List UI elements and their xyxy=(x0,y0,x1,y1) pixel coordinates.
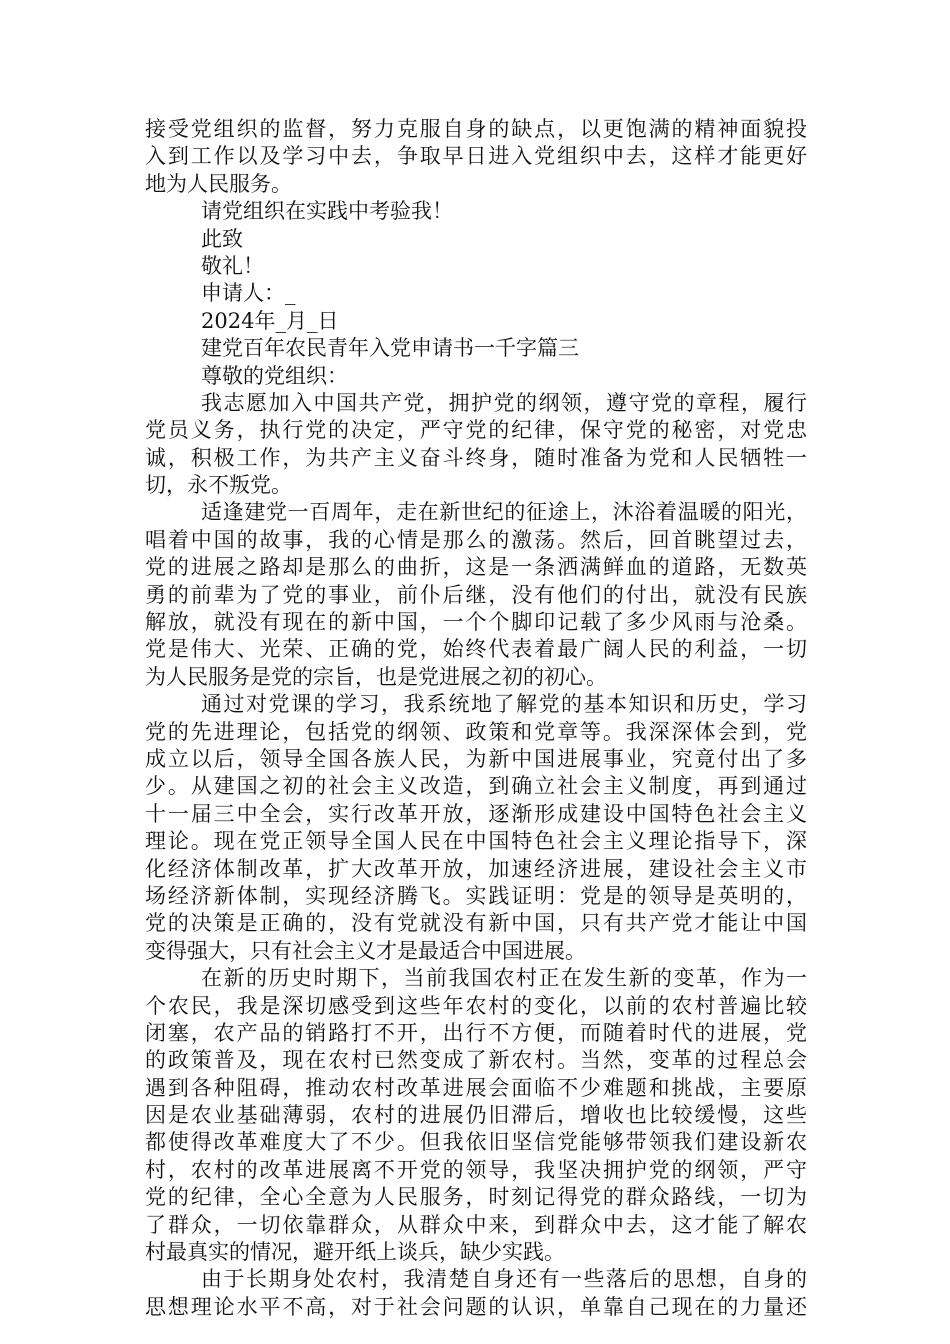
text-line: 切，永不叛党。 xyxy=(145,473,292,498)
text-line: 十一届三中全会，实行改革开放，逐渐形成建设中国特色社会主义 xyxy=(145,801,807,826)
text-line: 为人民服务是党的宗旨，也是党进展之初的初心。 xyxy=(145,664,607,689)
text-line: 变得强大，只有社会主义才是最适合中国进展。 xyxy=(145,938,586,963)
text-line: 党的决策是正确的，没有党就没有新中国，只有共产党才能让中国 xyxy=(145,911,807,936)
text-line: 都使得改革难度大了不少。但我依旧坚信党能够带领我们建设新农 xyxy=(145,1130,807,1155)
text-line: 解放，就没有现在的新中国，一个个脚印记载了多少风雨与沧桑。 xyxy=(145,610,807,635)
text-line: 成立以后，领导全国各族人民，为新中国进展事业，究竟付出了多 xyxy=(145,746,807,771)
text-line: 思想理论水平不高，对于社会问题的认识，单靠自己现在的力量还 xyxy=(145,1294,807,1319)
text-line: 村，农村的改革进展离不开党的领导，我坚决拥护党的纲领，严守 xyxy=(145,1157,807,1182)
text-line: 建党百年农民青年入党申请书一千字篇三 xyxy=(201,336,579,361)
text-line: 诚，积极工作，为共产主义奋斗终身，随时准备为党和人民牺牲一 xyxy=(145,445,807,470)
text-line: 闭塞，农产品的销路打不开，出行不方便，而随着时代的进展，党 xyxy=(145,1020,807,1045)
text-line: 场经济新体制，实现经济腾飞。实践证明：党是的领导是英明的， xyxy=(145,883,807,908)
text-line: 党是伟大、光荣、正确的党，始终代表着最广阔人民的利益，一切 xyxy=(145,637,807,662)
document-body xyxy=(145,116,807,1321)
text-line: 的政策普及，现在农村已然变成了新农村。当然，变革的过程总会 xyxy=(145,1048,807,1073)
text-line: 适逢建党一百周年，走在新世纪的征途上，沐浴着温暖的阳光， xyxy=(201,500,807,525)
text-line: 勇的前辈为了党的事业，前仆后继，没有他们的付出，就没有民族 xyxy=(145,582,807,607)
text-line: 党的纪律，全心全意为人民服务，时刻记得党的群众路线，一切为 xyxy=(145,1185,807,1210)
text-line: 敬礼！ xyxy=(201,253,264,278)
text-line: 理论。现在党正领导全国人民在中国特色社会主义理论指导下，深 xyxy=(145,829,807,854)
text-line: 党的先进理论，包括党的纲领、政策和党章等。我深深体会到，党 xyxy=(145,719,807,744)
text-line: 因是农业基础薄弱，农村的进展仍旧滞后，增收也比较缓慢，这些 xyxy=(145,1103,807,1128)
text-line: 申请人：_ xyxy=(201,281,296,306)
text-line: 少。从建国之初的社会主义改造，到确立社会主义制度，再到通过 xyxy=(145,774,807,799)
text-line: 请党组织在实践中考验我！ xyxy=(201,199,453,224)
text-line: 党员义务，执行党的决定，严守党的纪律，保守党的秘密，对党忠 xyxy=(145,418,807,443)
text-line: 在新的历史时期下，当前我国农村正在发生新的变革，作为一 xyxy=(201,966,807,991)
text-line: 个农民，我是深切感受到这些年农村的变化，以前的农村普遍比较 xyxy=(145,993,807,1018)
text-line: 接受党组织的监督，努力克服自身的缺点，以更饱满的精神面貌投 xyxy=(145,117,807,141)
text-line: 由于长期身处农村，我清楚自身还有一些落后的思想，自身的 xyxy=(201,1267,807,1292)
text-line: 地为人民服务。 xyxy=(145,171,292,196)
text-line: 我志愿加入中国共产党，拥护党的纲领，遵守党的章程，履行 xyxy=(201,390,807,415)
text-line: 了群众，一切依靠群众，从群众中来，到群众中去，这才能了解农 xyxy=(145,1212,807,1237)
text-line: 入到工作以及学习中去，争取早日进入党组织中去，这样才能更好 xyxy=(145,144,807,169)
text-line: 尊敬的党组织： xyxy=(201,363,348,388)
text-line: 遇到各种阻碍，推动农村改革进展会面临不少难题和挑战，主要原 xyxy=(145,1075,807,1100)
text-line: 党的进展之路却是那么的曲折，这是一条洒满鲜血的道路，无数英 xyxy=(145,555,807,580)
text-line: 通过对党课的学习，我系统地了解党的基本知识和历史，学习 xyxy=(201,692,807,717)
text-line: 唱着中国的故事，我的心情是那么的激荡。然后，回首眺望过去， xyxy=(145,527,807,552)
text-line: 2024年_月_日 xyxy=(201,308,339,333)
text-line: 化经济体制改革，扩大改革开放，加速经济进展，建设社会主义市 xyxy=(145,856,807,881)
text-line: 村最真实的情况，避开纸上谈兵，缺少实践。 xyxy=(145,1240,565,1265)
text-line: 此致 xyxy=(201,226,243,251)
